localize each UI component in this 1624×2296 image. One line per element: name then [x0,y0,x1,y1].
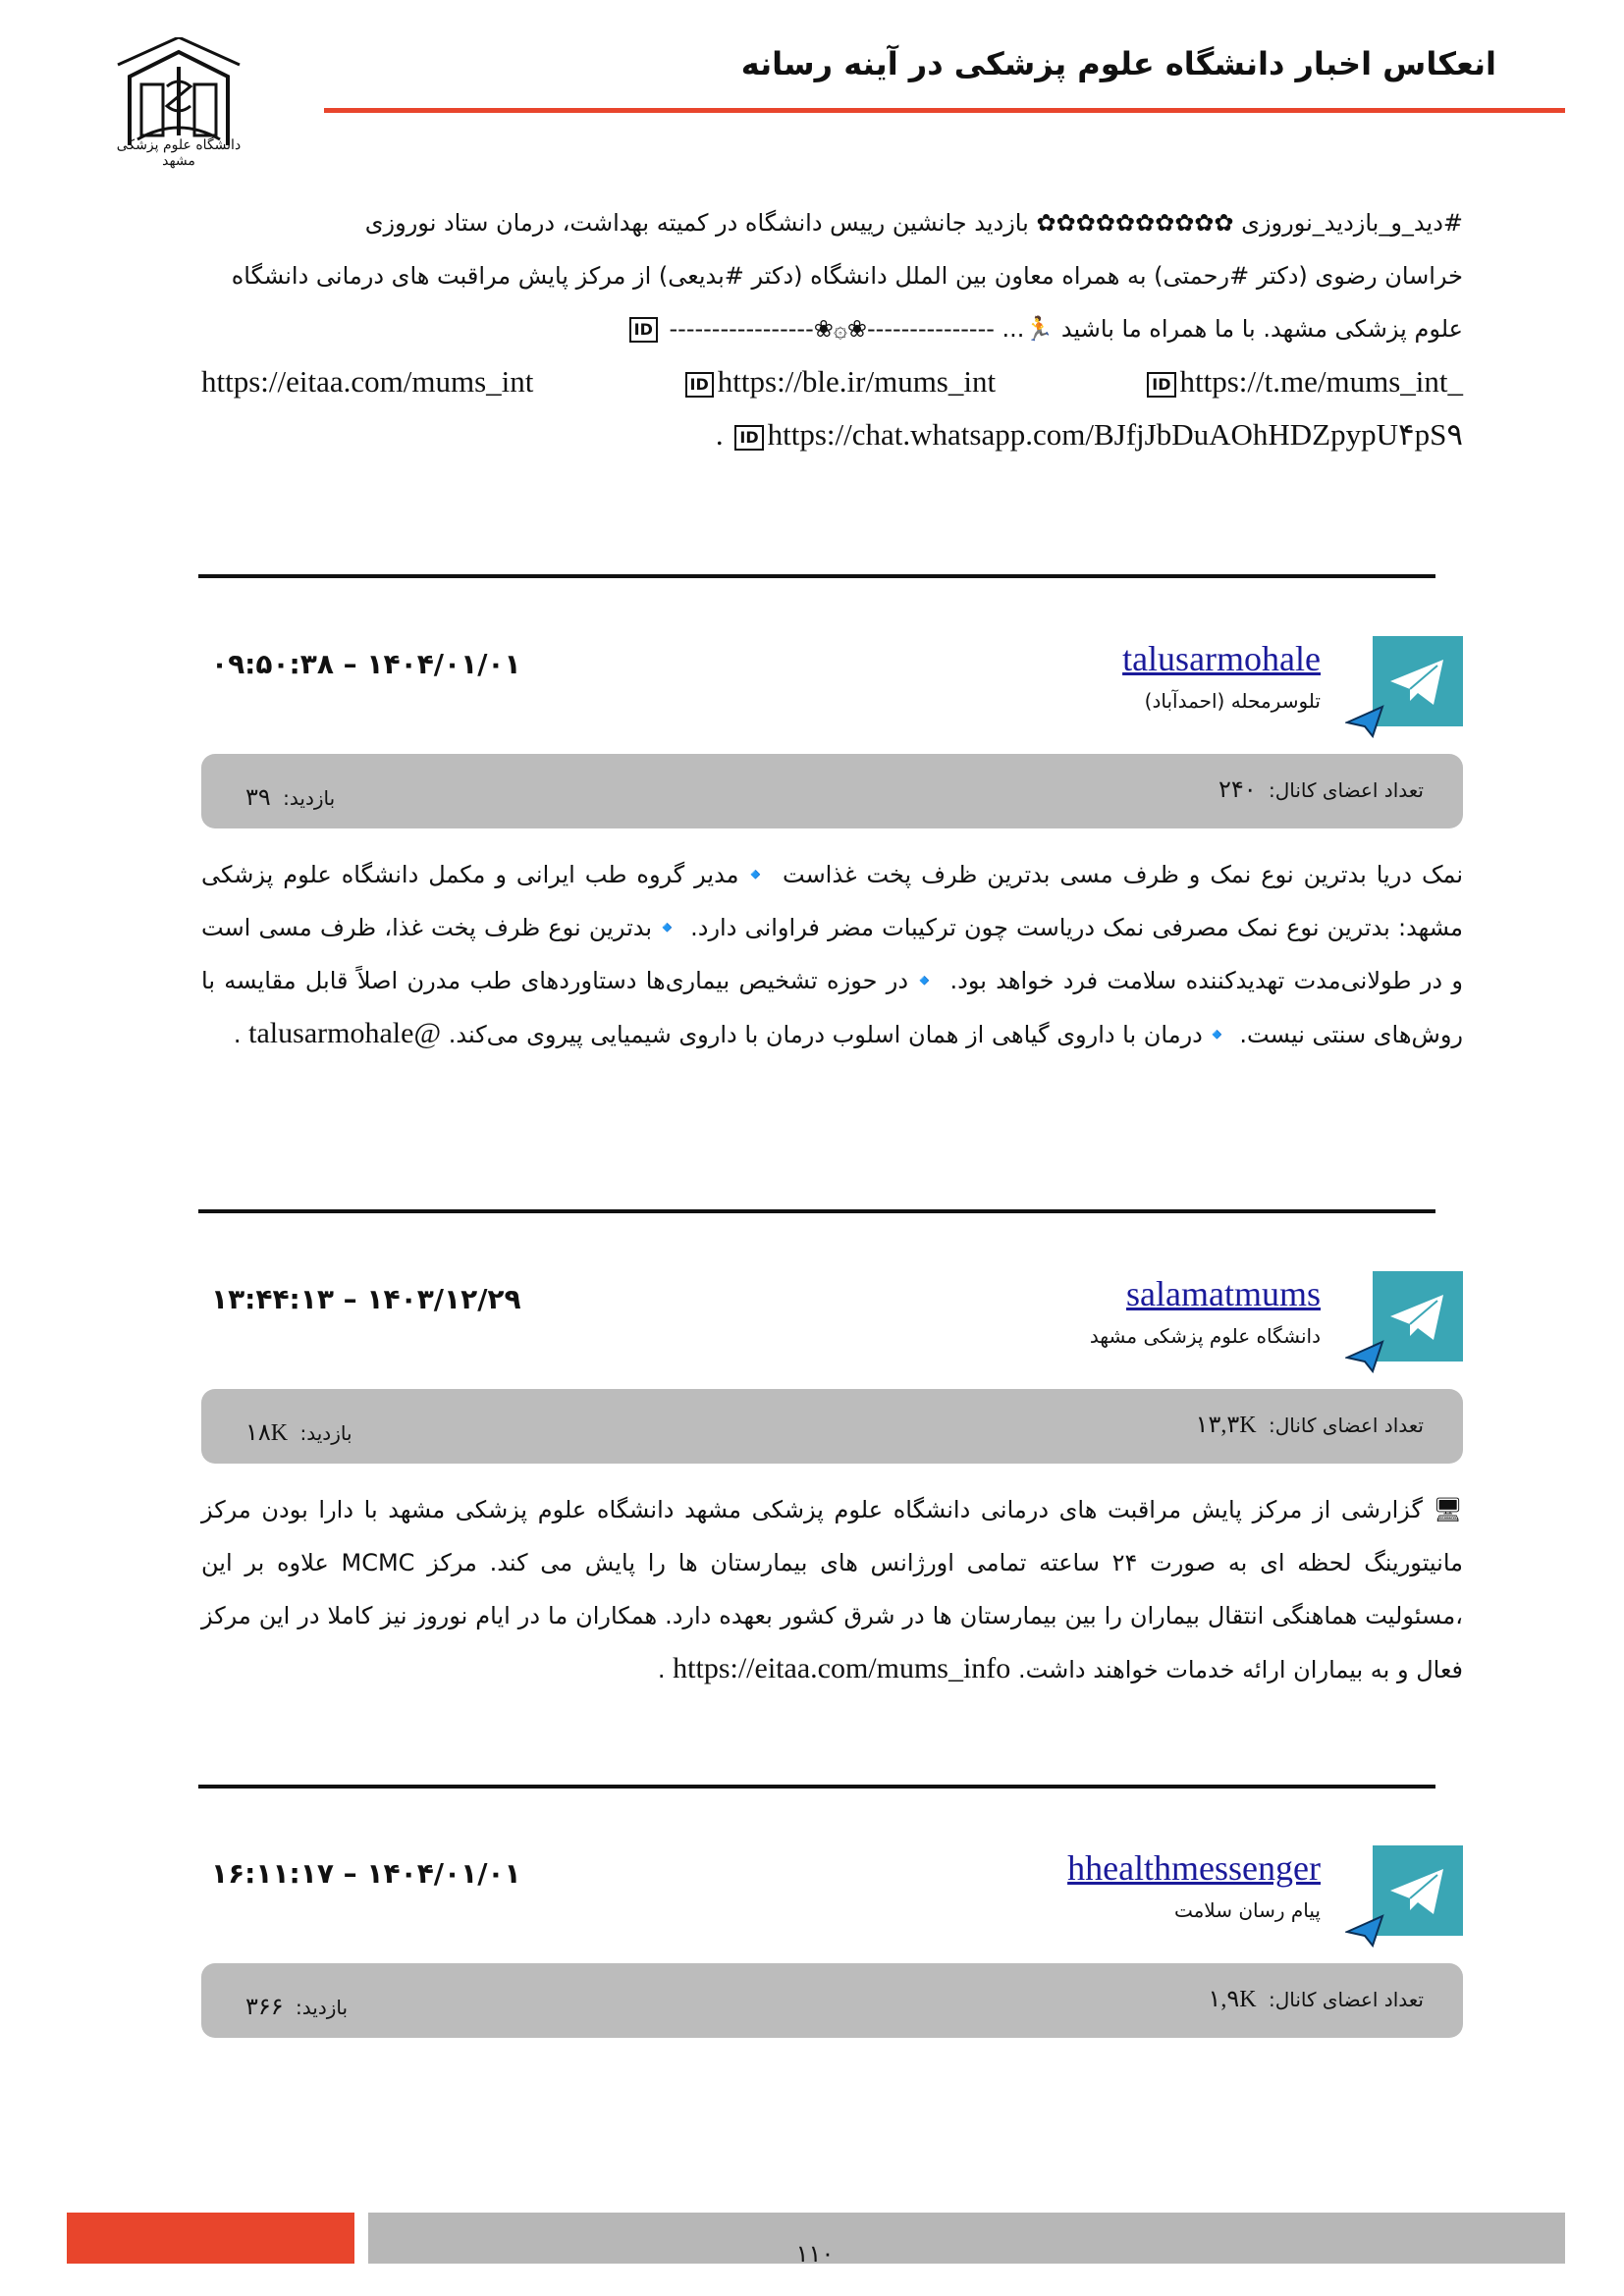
footer-accent-bar [67,2213,354,2264]
channel-handle[interactable]: hhealthmessenger [1067,1848,1321,1888]
post-header [201,1271,1463,1389]
post-card [201,1271,1464,1684]
post-header [201,636,1463,754]
post-link[interactable]: https://eitaa.com/mums_info [673,1652,1011,1684]
channel-name: پیام رسان سلامت [1173,1898,1321,1922]
channel-handle[interactable]: talusarmohale [1122,639,1321,678]
ble-link[interactable]: https://ble.ir/mums_int [717,364,997,399]
send-arrow-icon [1345,1340,1384,1373]
section-divider [198,574,1435,578]
post-header [201,1845,1463,1963]
page-header [0,0,1624,169]
eitaa-link[interactable]: https://eitaa.com/mums_int [201,364,534,399]
link-row [201,408,1463,461]
telegram-link[interactable]: https://t.me/mums_int_ [1179,364,1463,399]
logo-caption: دانشگاه علوم پزشکی مشهد [116,137,242,169]
page-title: انعکاس اخبار دانشگاه علوم پزشکی در آینه رسانه [740,45,1496,82]
intro-line-text: علوم پزشکی مشهد. با ما همراه ما باشید 🏃... ---------------❀۞❀----------------- [669,315,1463,343]
trailing-dot: . [233,1021,242,1048]
header-rule [324,108,1565,113]
channel-handle[interactable]: salamatmums [1126,1274,1321,1313]
views-count: بازدید: ۳۹ [245,785,336,811]
post-body [201,1483,1463,1696]
section-divider [198,1785,1435,1789]
telegram-icon [1373,636,1463,726]
views-count: بازدید: ۱۸K [245,1420,352,1446]
stats-bar [201,1389,1463,1464]
trailing-dot: . [657,1656,666,1683]
members-count: تعداد اعضای کانال: ۱۳,۳K [1195,1413,1424,1438]
section-divider [198,1209,1435,1213]
post-body [201,848,1463,1061]
intro-paragraph [201,196,1463,461]
footer-bar [368,2213,1565,2264]
channel-name: دانشگاه علوم پزشکی مشهد [1089,1324,1321,1348]
send-arrow-icon [1345,1914,1384,1948]
post-link[interactable]: @talusarmohale [248,1017,442,1049]
post-date: ۱۳:۴۴:۱۳ – ۱۴۰۳/۱۲/۲۹ [211,1283,521,1315]
id-badge-icon: ID [734,425,763,451]
telegram-icon [1373,1845,1463,1936]
post-text: نمک دریا بدترین نوع نمک و ظرف مسی بدترین ظرف پخت غذاست 🔹مدیر گروه طب ایرانی و مکمل دانشگاه علوم پزشکی مشهد: بدترین نوع نمک مصرفی نمک دریاست چون ترکیبات مضر فراوانی دارد. 🔹بدترین نوع ظرف پخت غذا، ظرف مسی است و در طولانی‌مدت تهدیدکننده سلامت فرد خواهد بود. 🔹در حوزه تشخیص بیماری‌ها دستاوردهای طب مدرن اصلاً قابل مقایسه با روش‌های سنتی نیست. 🔹درمان با داروی گیاهی از همان اسلوب درمان با داروی شیمیایی پیروی می‌کند. [201,861,1463,1048]
post-date: ۱۶:۱۱:۱۷ – ۱۴۰۴/۰۱/۰۱ [211,1857,521,1890]
page-number: ۱۱۰ [795,2240,835,2268]
views-count: بازدید: ۳۶۶ [245,1995,349,2020]
link-row [201,355,1463,408]
intro-line [201,302,1463,355]
id-badge-icon: ID [1147,372,1175,398]
post-text: 🖥 گزارشی از مرکز پایش مراقبت های درمانی دانشگاه علوم پزشکی مشهد دانشگاه علوم پزشکی مشهد با دارا بودن مرکز مانیتورینگ لحظه ای به صورت ۲۴ ساعته تمامی اورژانس های بیمارستان ها را پایش می کند. مرکز MCMC علاوه بر این ،مسئولیت هماهنگی انتقال بیماران را بین بیمارستان ها در شرق کشور بعهده دارد. همکاران ما در ایام نوروز نیز کاملا در این مرکز فعال و به بیماران ارائه خدمات خواهند داشت. [201,1496,1464,1683]
intro-line: #دید_و_بازدید_نوروزی ✿✿✿✿✿✿✿✿✿✿ بازدید جانشین رییس دانشگاه در کمیته بهداشت، درمان ستاد نوروزی [364,209,1463,237]
send-arrow-icon [1345,705,1384,738]
id-badge-icon: ID [629,317,658,343]
post-card [201,1845,1463,2020]
telegram-icon [1373,1271,1463,1362]
intro-line: خراسان رضوی (دکتر #رحمتی) به همراه معاون بین الملل دانشگاه (دکتر #بدیعی) از مرکز پایش مراقبت های درمانی دانشگاه [231,262,1463,290]
members-count: تعداد اعضای کانال: ۱,۹K [1208,1987,1424,2012]
post-card [201,636,1463,1049]
whatsapp-link[interactable]: https://chat.whatsapp.com/BJfjJbDuAOhHDZpypU۴pS۹ [767,417,1463,452]
trailing-dot: . [715,417,724,452]
channel-name: تلوسرمحله (احمدآباد) [1144,689,1321,713]
id-badge-icon: ID [685,372,714,398]
post-date: ۰۹:۵۰:۳۸ – ۱۴۰۴/۰۱/۰۱ [211,648,521,680]
members-count: تعداد اعضای کانال: ۲۴۰ [1218,777,1424,803]
stats-bar [201,1963,1463,2038]
stats-bar [201,754,1463,828]
